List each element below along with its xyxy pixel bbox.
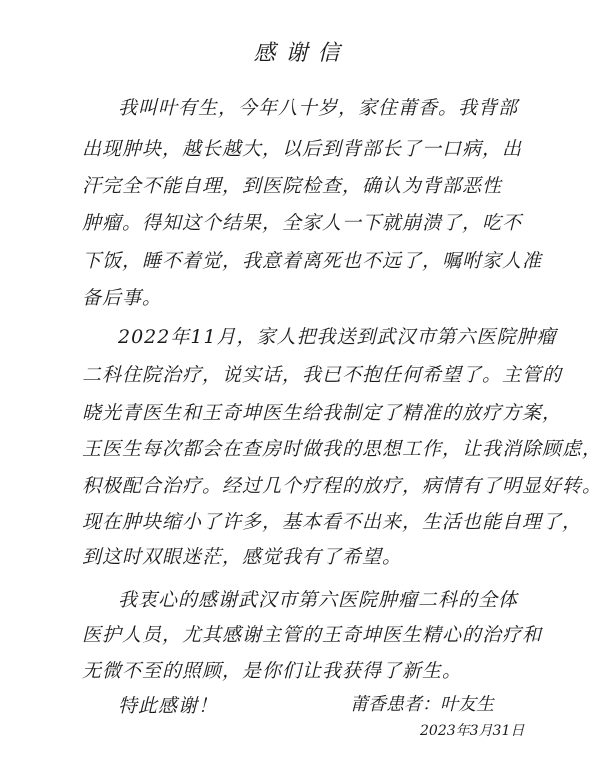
letter-line: 现在肿块缩小了许多，基本看不出来，生活也能自理了， [82,511,583,533]
letter-line: 我叫叶有生，今年八十岁，家住莆香。我背部 [118,97,519,119]
letter-date: 2023年3月31日 [420,723,525,739]
letter-line: 王医生每次都会在查房时做我的思想工作，让我消除顾虑， [82,438,603,460]
letter-line: 到这时双眼迷茫，感觉我有了希望。 [82,546,403,568]
letter-line: 医护人员，尤其感谢主管的王奇坤医生精心的治疗和 [82,624,543,646]
letter-line: 二科住院治疗，说实话，我已不抱任何希望了。主管的 [82,364,563,386]
letter-line: 下饭，睡不着觉，我意着离死也不远了，嘱咐家人准 [82,250,543,272]
letter-line: 无微不至的照顾，是你们让我获得了新生。 [82,660,463,682]
letter-line: 肿瘤。得知这个结果，全家人一下就崩溃了，吃不 [82,212,523,234]
letter-line: 出现肿块，越长越大，以后到背部长了一口病，出 [82,138,523,160]
letter-line: 晓光青医生和王奇坤医生给我制定了精准的放疗方案， [82,402,563,424]
letter-line: 我衷心的感谢武汉市第六医院肿瘤二科的全体 [118,589,519,611]
letter-title: 感谢信 [253,41,350,66]
letter-line: 汗完全不能自理，到医院检查，确认为背部恶性 [82,175,503,197]
signature: 莆香患者：叶友生 [350,694,494,715]
letter-line: 备后事。 [82,287,163,309]
letter-line: 积极配合治疗。经过几个疗程的放疗，病情有了明显好转。 [82,475,603,497]
letter-closing: 特此感谢！ [118,695,219,717]
letter-line: 2022年11月，家人把我送到武汉市第六医院肿瘤 [118,326,557,348]
